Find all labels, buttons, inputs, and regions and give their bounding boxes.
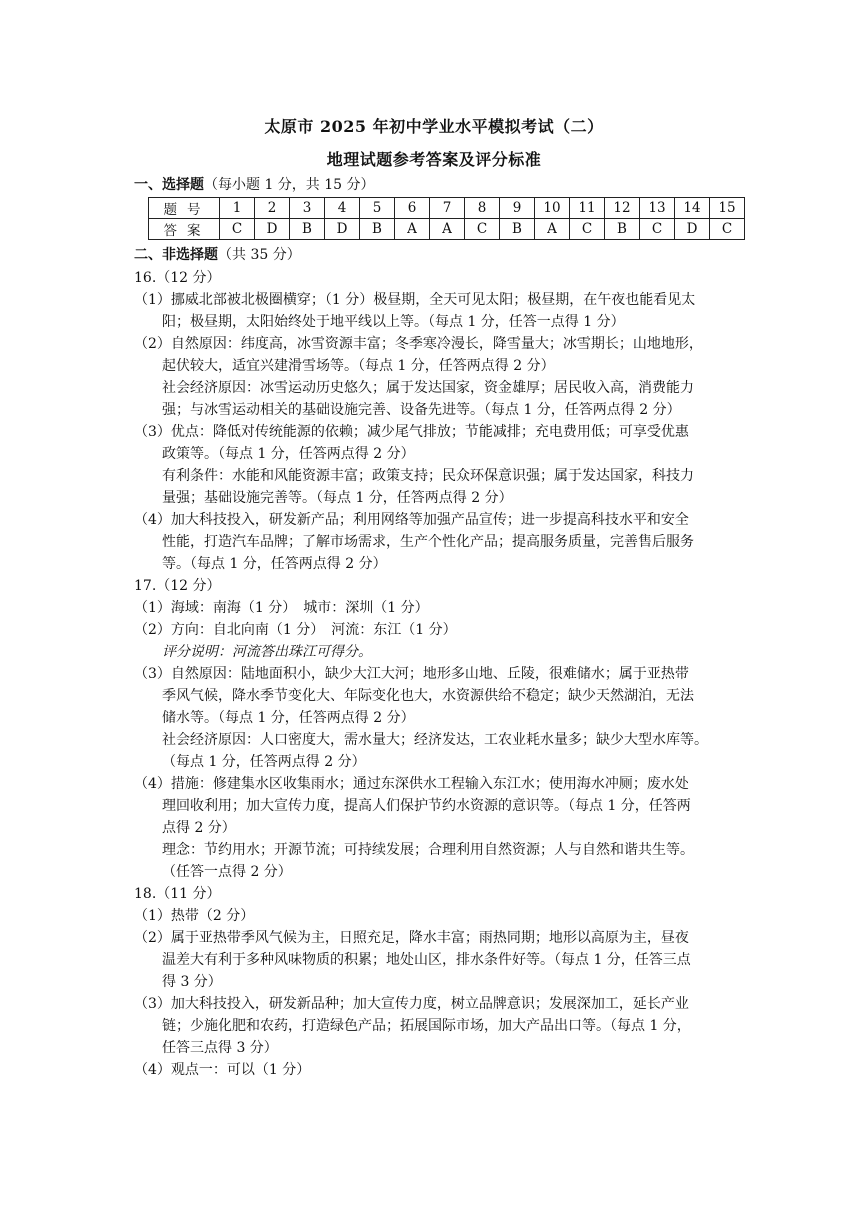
- question-number: 10: [535, 198, 570, 219]
- answer-cell: D: [255, 219, 290, 240]
- row-label-number: 题号: [149, 198, 220, 219]
- answer-line: 起伏较大，适宜兴建滑雪场等。（每点 1 分，任答两点得 2 分）: [162, 358, 555, 374]
- answer-line: 得 3 分）: [162, 974, 222, 990]
- answer-cell: B: [290, 219, 325, 240]
- answer-cell: B: [500, 219, 535, 240]
- answer-line: 理念：节约用水；开源节流；可持续发展；合理利用自然资源；人与自然和谐共生等。: [162, 842, 694, 858]
- question-number: 14: [675, 198, 710, 219]
- answer-line: 性能，打造汽车品牌；了解市场需求，生产个性化产品；提高服务质量，完善售后服务: [162, 534, 694, 550]
- question-number: 6: [395, 198, 430, 219]
- section2-note: （共 35 分）: [218, 247, 301, 263]
- row-label-answer: 答案: [149, 219, 220, 240]
- answer-line: 政策等。（每点 1 分，任答两点得 2 分）: [162, 446, 415, 462]
- answer-line: 任答三点得 3 分）: [162, 1040, 278, 1056]
- answer-line: 等。（每点 1 分，任答两点得 2 分）: [162, 556, 387, 572]
- answer-line: （1）挪威北部被北极圈横穿；（1 分）极昼期，全天可见太阳；极昼期，在午夜也能看见太: [134, 292, 696, 308]
- answer-line: （4）观点一：可以（1 分）: [134, 1062, 311, 1078]
- answer-line: 链；少施化肥和农药，打造绿色产品；拓展国际市场，加大产品出口等。（每点 1 分，: [162, 1018, 691, 1034]
- table-row-answers: [149, 219, 745, 240]
- answer-cell: B: [360, 219, 395, 240]
- table-row-numbers: [149, 198, 745, 219]
- answer-line: （任答一点得 2 分）: [162, 864, 292, 880]
- answer-line: 点得 2 分）: [162, 820, 236, 836]
- answer-line: 阳；极昼期，太阳始终处于地平线以上等。（每点 1 分，任答一点得 1 分）: [162, 314, 625, 330]
- answer-cell: C: [570, 219, 605, 240]
- answer-cell: C: [710, 219, 745, 240]
- answer-cell: D: [325, 219, 360, 240]
- question-number: 9: [500, 198, 535, 219]
- answer-line: （2）自然原因：纬度高，冰雪资源丰富；冬季寒冷漫长，降雪量大；冰雪期长；山地地形，: [134, 336, 703, 352]
- question-number: 15: [710, 198, 745, 219]
- answer-line: （2）属于亚热带季风气候为主，日照充足，降水丰富；雨热同期；地形以高原为主，昼夜: [134, 930, 689, 946]
- answer-line: 量强；基础设施完善等。（每点 1 分，任答两点得 2 分）: [162, 490, 513, 506]
- answer-table: [148, 197, 745, 240]
- answer-line: （3）自然原因：陆地面积小，缺少大江大河；地形多山地、丘陵，很难储水；属于亚热带: [134, 666, 689, 682]
- answer-line: 理回收利用；加大宣传力度，提高人们保护节约水资源的意识等。（每点 1 分，任答两: [162, 798, 691, 814]
- question-number: 4: [325, 198, 360, 219]
- answer-line: （2）方向：自北向南（1 分） 河流：东江（1 分）: [134, 622, 457, 638]
- page-subtitle: 地理试题参考答案及评分标准: [326, 150, 542, 169]
- answer-cell: A: [430, 219, 465, 240]
- question-number: 11: [570, 198, 605, 219]
- answer-line: 温差大有利于多种风味物质的积累；地处山区，排水条件好等。（每点 1 分，任答三点: [162, 952, 691, 968]
- answer-line: （4）加大科技投入，研发新产品；利用网络等加强产品宣传；进一步提高科技水平和安全: [134, 512, 689, 528]
- question-number: 7: [430, 198, 465, 219]
- question-heading: 16.（12 分）: [134, 270, 221, 286]
- question-number: 1: [220, 198, 255, 219]
- answer-cell: D: [675, 219, 710, 240]
- answer-cell: C: [640, 219, 675, 240]
- answer-cell: A: [535, 219, 570, 240]
- scoring-note: 评分说明：河流答出珠江可得分。: [162, 644, 372, 660]
- question-number: 2: [255, 198, 290, 219]
- section2-heading-line: [134, 246, 301, 264]
- section2-heading: 二、非选择题: [134, 247, 218, 263]
- question-number: 3: [290, 198, 325, 219]
- answer-cell: C: [465, 219, 500, 240]
- answer-line: （1）热带（2 分）: [134, 908, 255, 924]
- answer-line: 有利条件：水能和风能资源丰富；政策支持；民众环保意识强；属于发达国家，科技力: [162, 468, 694, 484]
- section1-heading: 一、选择题: [134, 177, 204, 193]
- question-heading: 18.（11 分）: [134, 886, 221, 902]
- answer-line: 社会经济原因：人口密度大，需水量大；经济发达，工农业耗水量多；缺少大型水库等。: [162, 732, 708, 748]
- question-number: 13: [640, 198, 675, 219]
- answer-line: 储水等。（每点 1 分，任答两点得 2 分）: [162, 710, 415, 726]
- section1-heading-line: [134, 176, 375, 194]
- answer-line: 社会经济原因：冰雪运动历史悠久；属于发达国家，资金雄厚；居民收入高，消费能力: [162, 380, 694, 396]
- answer-line: （3）优点：降低对传统能源的依赖；减少尾气排放；节能减排；充电费用低；可享受优惠: [134, 424, 689, 440]
- answer-line: （3）加大科技投入，研发新品种；加大宣传力度，树立品牌意识；发展深加工，延长产业: [134, 996, 689, 1012]
- page-title: 太原市 2025 年初中学业水平模拟考试（二）: [264, 117, 604, 136]
- question-number: 8: [465, 198, 500, 219]
- answer-cell: A: [395, 219, 430, 240]
- question-heading: 17.（12 分）: [134, 578, 221, 594]
- answer-line: （4）措施：修建集水区收集雨水；通过东深供水工程输入东江水；使用海水冲厕；废水处: [134, 776, 689, 792]
- answer-line: 强；与冰雪运动相关的基础设施完善、设备先进等。（每点 1 分，任答两点得 2 分）: [162, 402, 681, 418]
- answer-cell: C: [220, 219, 255, 240]
- answer-line: （1）海域：南海（1 分） 城市：深圳（1 分）: [134, 600, 429, 616]
- section1-note: （每小题 1 分，共 15 分）: [204, 177, 375, 193]
- question-number: 12: [605, 198, 640, 219]
- answer-cell: B: [605, 219, 640, 240]
- answer-line: （每点 1 分，任答两点得 2 分）: [162, 754, 366, 770]
- question-number: 5: [360, 198, 395, 219]
- answer-line: 季风气候，降水季节变化大、年际变化也大，水资源供给不稳定；缺少天然湖泊，无法: [162, 688, 694, 704]
